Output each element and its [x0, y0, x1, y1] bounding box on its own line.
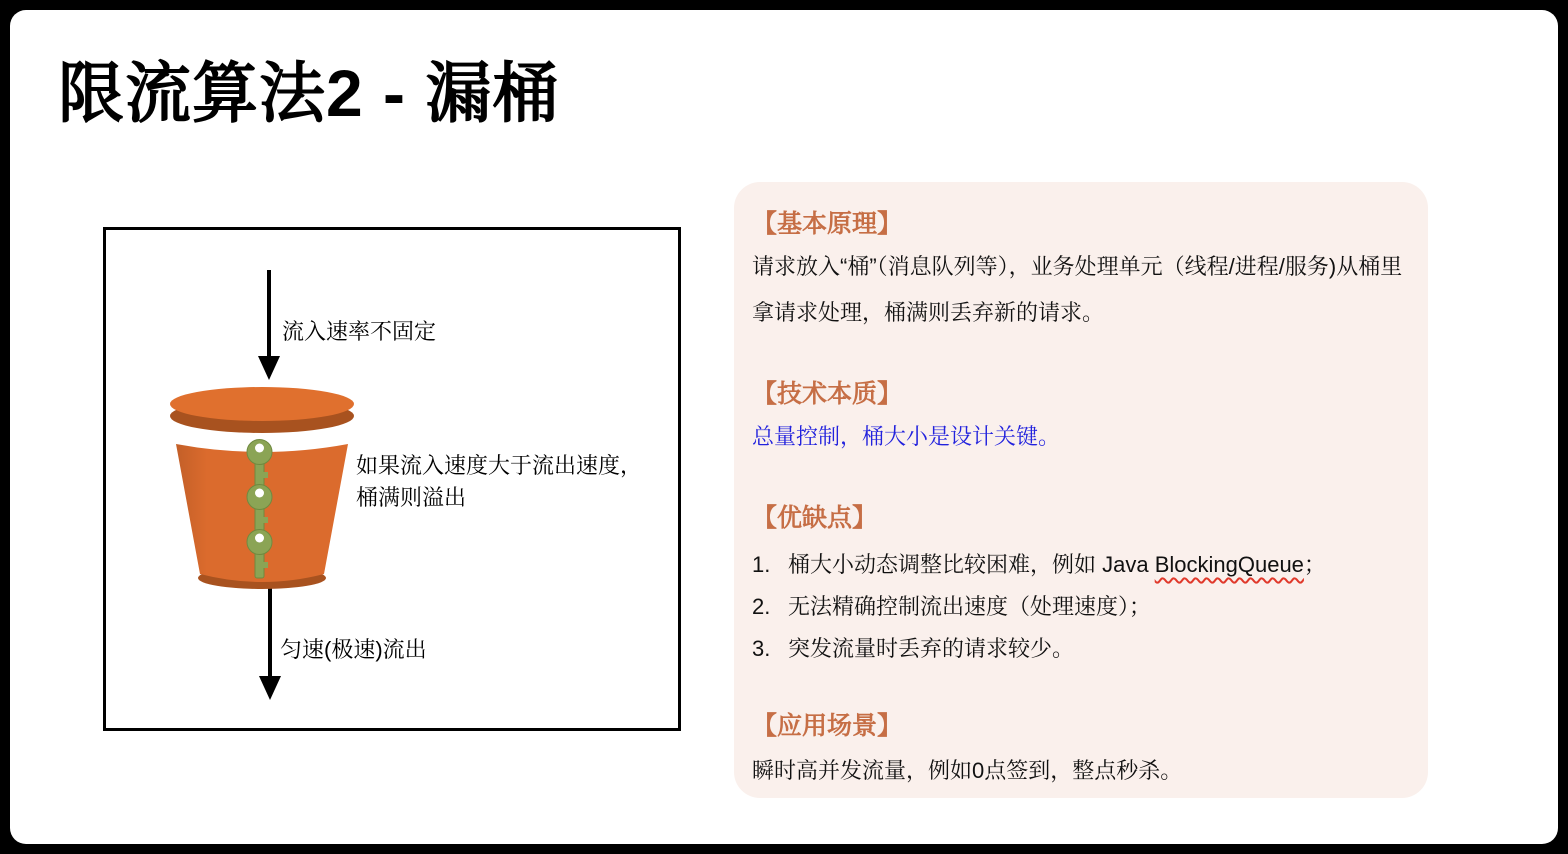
section-heading-essence: 【技术本质】 — [752, 380, 903, 408]
overflow-label — [356, 450, 642, 514]
leaky-bucket-diagram — [103, 227, 681, 731]
section-heading-pros-cons: 【优缺点】 — [752, 504, 878, 532]
list-item-number: 2. — [752, 594, 771, 619]
spellcheck-underlined-word: BlockingQueue — [1154, 552, 1304, 577]
section-body-principle: 请求放入“桶”（消息队列等），业务处理单元（线程/进程/服务)从桶里拿请求处理，桶满则丢弃新的请求。 — [752, 254, 1403, 325]
section-heading-principle: 【基本原理】 — [752, 210, 903, 238]
section-heading-scenarios: 【应用场景】 — [752, 712, 903, 740]
page-title: 限流算法2 - 漏桶 — [58, 56, 560, 130]
list-item — [752, 586, 1414, 628]
list-item-number: 1. — [752, 552, 771, 577]
section-body-essence: 总量控制，桶大小是设计关键。 — [752, 424, 1061, 449]
slide — [10, 10, 1558, 844]
inflow-rate-label: 流入速率不固定 — [282, 319, 437, 344]
leaky-bucket-icon — [166, 382, 358, 594]
outflow-rate-label: 匀速(极速)流出 — [280, 637, 427, 662]
list-item-text-prefix: 桶大小动态调整比较困难，例如 Java — [788, 552, 1155, 577]
overflow-label-line2: 桶满则溢出 — [356, 485, 467, 510]
list-item — [752, 628, 1414, 670]
list-item-number: 3. — [752, 636, 771, 661]
list-item — [752, 544, 1414, 586]
overflow-label-line1: 如果流入速度大于流出速度， — [356, 453, 643, 478]
section-body-scenarios: 瞬时高并发流量，例如0点签到，整点秒杀。 — [752, 758, 1183, 783]
info-panel — [734, 182, 1428, 798]
list-item-text — [788, 544, 1326, 586]
list-item-text: 无法精确控制流出速度（处理速度）； — [788, 594, 1152, 619]
pros-cons-list — [752, 544, 1414, 670]
list-item-text: 突发流量时丢弃的请求较少。 — [788, 636, 1075, 661]
list-item-text-suffix: ； — [1303, 552, 1326, 577]
